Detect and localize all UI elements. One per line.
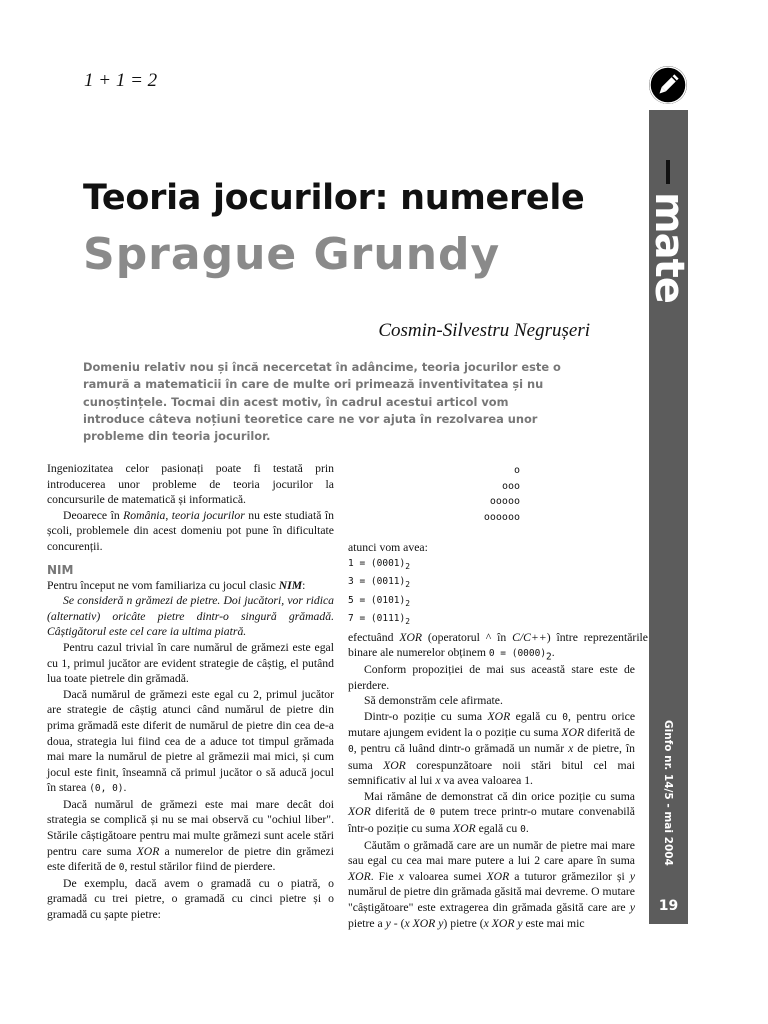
section-heading: NIM (47, 562, 74, 577)
paragraph: Să demonstrăm cele afirmate. (364, 694, 503, 708)
game-rules: Se consideră n grămezi de pietre. Doi jucători, vor ridica (alternativ) oricâte pietre dintr-o singură grămadă. Câștigătorul este cel care ia ultima piatră. (47, 594, 334, 639)
paragraph: De exemplu, dacă avem o gramadă cu o piatră, o gramadă cu trei pietre, o gramadă cu cinci pietre și o gramadă cu șapte pietre: (47, 876, 334, 922)
issue-label: Ginfo nr. 14/5 - mai 2004 (662, 720, 674, 866)
binary-example (348, 540, 648, 665)
stone-piles (440, 463, 520, 525)
paragraph: Dintr-o poziție cu suma XOR egală cu 0, pentru orice mutare ajungem evident la o poziție cu suma XOR diferită de 0, pentru că luând dintr-o grămadă un număr x de pietre, în suma XOR corespunzătoare noii stări bitul cel mai semnificativ al lui x va avea valoarea 1. (348, 709, 636, 788)
paragraph: Ingeniozitatea celor pasionați poate fi testată prin introducerea unor probleme de teoria jocurilor la concursurile de matematică și informatică. (47, 462, 334, 507)
paragraph: Dacă numărul de grămezi este mai mare decât doi strategia se complică și nu se mai observă cu "ochiul liber". Stările câștigătoare pentru mai multe grămezi sunt acele stări pentru care suma XOR a numerelor de pietre din grămezi este diferită de 0, restul stărilor fiind de pierdere. (47, 797, 334, 874)
sidebar-rule (666, 160, 670, 184)
paragraph: Conform propoziției de mai sus această stare este de pierdere. (348, 663, 635, 692)
abstract: Domeniu relativ nou și încă necercetat în adâncime, teoria jocurilor este o ramură a matematicii în care de multe ori primează inventivitatea și nu cunoștințele. Tocmai din acest motiv, în cadrul acestui articol vom introduce câteva noțiuni teoretice care ne vor ajuta în rezolvarea unor probleme din teoria jocurilor. (83, 360, 561, 444)
binary-row: $7 = (0111)_2$ (348, 613, 410, 626)
author-name: Cosmin-Silvestru Negrușeri (378, 320, 590, 341)
header-equation: 1 + 1 = 2 (84, 70, 158, 91)
pile-row: ooooo (489, 496, 520, 507)
paragraph: Căutăm o grămadă care are un număr de pietre mai mare sau egal cu cea mai mare putere a lui 2 care apare în suma XOR. Fie x valoarea sumei XOR a tuturor grămezilor și y numărul de pietre din grămada găsită mai devreme. O mutare "câștigătoare" este extragerea din grămada găsită care are y pietre a y - (x XOR y) pietre (x XOR y este mai mic (348, 838, 636, 930)
paragraph: Dacă numărul de grămezi este egal cu 2, primul jucător are strategie de câștig atunci când numărul de pietre din prima grămadă este diferit de numărul de pietre din cea de-a doua, strategia lui fiind cea de a aduce tot timpul grămada mai mare la numărul de pietre al grămezii mai mici, și cum jocul este finit, înseamnă că primul jucător o să aducă jocul în starea (0, 0). (47, 687, 334, 795)
right-column (348, 662, 635, 931)
article-title: Teoria jocurilor: numerele (83, 178, 585, 218)
pile-row: oooooo (483, 511, 520, 523)
page-number: 19 (658, 898, 679, 914)
section-label: mate (646, 192, 692, 303)
paragraph: Pentru început ne vom familiariza cu jocul clasic NIM: (47, 578, 306, 592)
binary-row: $5 = (0101)_2$ (348, 594, 410, 608)
binary-row: $3 = (0011)_2$ (348, 576, 410, 589)
pencil-icon (649, 66, 687, 104)
left-column (47, 461, 334, 923)
binary-row: $1 = (0001)_2$ (348, 557, 410, 571)
paragraph: Pentru cazul trivial în care numărul de grămezi este egal cu 1, primul jucător are evident strategie de câștig, el putând lua toate pietrele din grămadă. (47, 640, 334, 686)
pile-row: o (513, 465, 520, 476)
paragraph: Mai rămâne de demonstrat că din orice poziție cu suma XOR diferită de 0 putem trece printr-o mutare convenabilă într-o poziție cu suma XOR egală cu 0. (348, 789, 635, 835)
pile-row: ooo (501, 480, 520, 492)
binary-intro: atunci vom avea: (348, 541, 428, 554)
binary-conclusion: efectuând XOR (operatorul ^ în C/C++) între reprezentările binare ale numerelor obținem $0 = (0000)_2$. (348, 630, 648, 663)
article-subtitle: Sprague Grundy (83, 229, 501, 280)
paragraph: Deoarece în România, teoria jocurilor nu este studiată în școli, problemele din acest domeniu pot pune în dificultate concurenții. (47, 508, 334, 553)
